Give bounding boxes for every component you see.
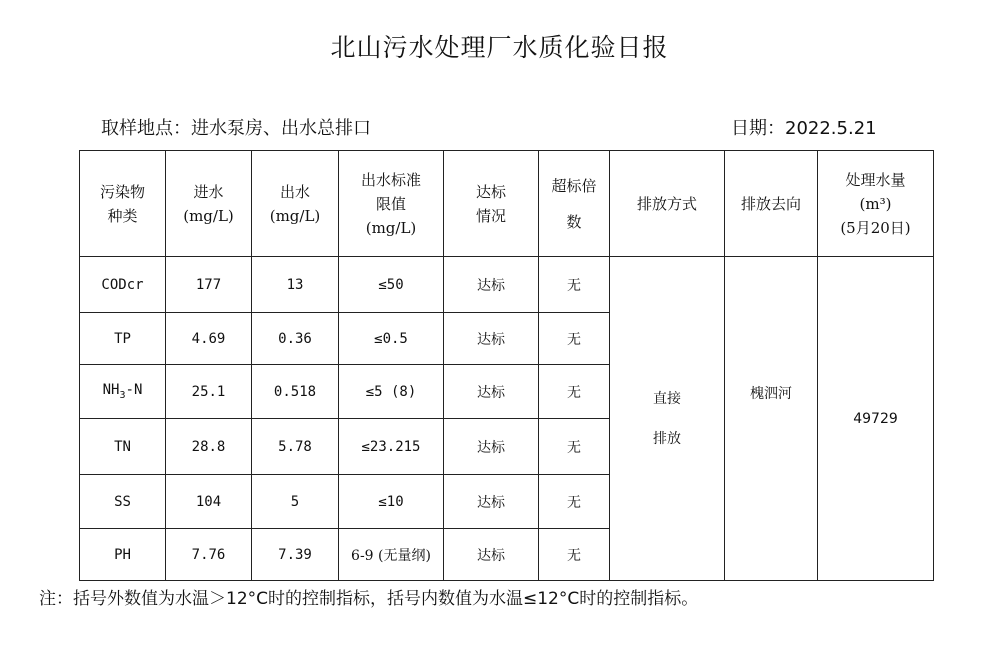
pollutant-cell: SS (80, 475, 166, 529)
limit-cell: ≤10 (339, 475, 444, 529)
report-title: 北山污水处理厂水质化验日报 (330, 33, 669, 62)
compliance-cell: 达标 (444, 365, 539, 419)
exceed-cell: 无 (539, 313, 610, 365)
header-discharge-dest: 排放去向 (725, 151, 818, 257)
compliance-cell: 达标 (444, 419, 539, 475)
effluent-cell: 0.36 (252, 313, 339, 365)
effluent-cell: 0.518 (252, 365, 339, 419)
influent-cell: 177 (166, 257, 252, 313)
effluent-cell: 7.39 (252, 529, 339, 581)
limit-cell: ≤0.5 (339, 313, 444, 365)
report-date: 日期：2022.5.21 (731, 118, 877, 139)
compliance-cell: 达标 (444, 257, 539, 313)
header-limit: 出水标准 限值 (mg/L) (339, 151, 444, 257)
influent-cell: 4.69 (166, 313, 252, 365)
influent-cell: 104 (166, 475, 252, 529)
pollutant-cell: TP (80, 313, 166, 365)
discharge-dest-cell: 槐泗河 (725, 257, 818, 581)
water-quality-table (79, 150, 934, 581)
table-row (80, 257, 934, 313)
sampling-location: 取样地点：进水泵房、出水总排口 (101, 118, 371, 139)
exceed-cell: 无 (539, 475, 610, 529)
exceed-cell: 无 (539, 529, 610, 581)
header-pollutant: 污染物 种类 (80, 151, 166, 257)
header-row (80, 151, 934, 257)
effluent-cell: 5.78 (252, 419, 339, 475)
influent-cell: 25.1 (166, 365, 252, 419)
header-compliance: 达标 情况 (444, 151, 539, 257)
footnote: 注：括号外数值为水温＞12°C时的控制指标，括号内数值为水温≤12°C时的控制指标。 (39, 589, 699, 609)
header-influent: 进水 (mg/L) (166, 151, 252, 257)
effluent-cell: 13 (252, 257, 339, 313)
header-volume: 处理水量 (m³) (5月20日) (818, 151, 934, 257)
effluent-cell: 5 (252, 475, 339, 529)
compliance-cell: 达标 (444, 313, 539, 365)
discharge-method-cell: 直接 排放 (610, 257, 725, 581)
limit-cell: ≤50 (339, 257, 444, 313)
influent-cell: 7.76 (166, 529, 252, 581)
limit-cell: ≤5 (8) (339, 365, 444, 419)
exceed-cell: 无 (539, 419, 610, 475)
header-effluent: 出水 (mg/L) (252, 151, 339, 257)
exceed-cell: 无 (539, 365, 610, 419)
header-exceed: 超标倍 数 (539, 151, 610, 257)
pollutant-cell: PH (80, 529, 166, 581)
compliance-cell: 达标 (444, 475, 539, 529)
limit-cell: 6-9 (无量纲) (339, 529, 444, 581)
pollutant-cell: $NH_3-N$ (80, 365, 166, 419)
limit-cell: ≤23.215 (339, 419, 444, 475)
pollutant-cell: TN (80, 419, 166, 475)
influent-cell: 28.8 (166, 419, 252, 475)
compliance-cell: 达标 (444, 529, 539, 581)
exceed-cell: 无 (539, 257, 610, 313)
pollutant-cell: CODcr (80, 257, 166, 313)
volume-cell: 49729 (818, 257, 934, 581)
header-discharge-method: 排放方式 (610, 151, 725, 257)
